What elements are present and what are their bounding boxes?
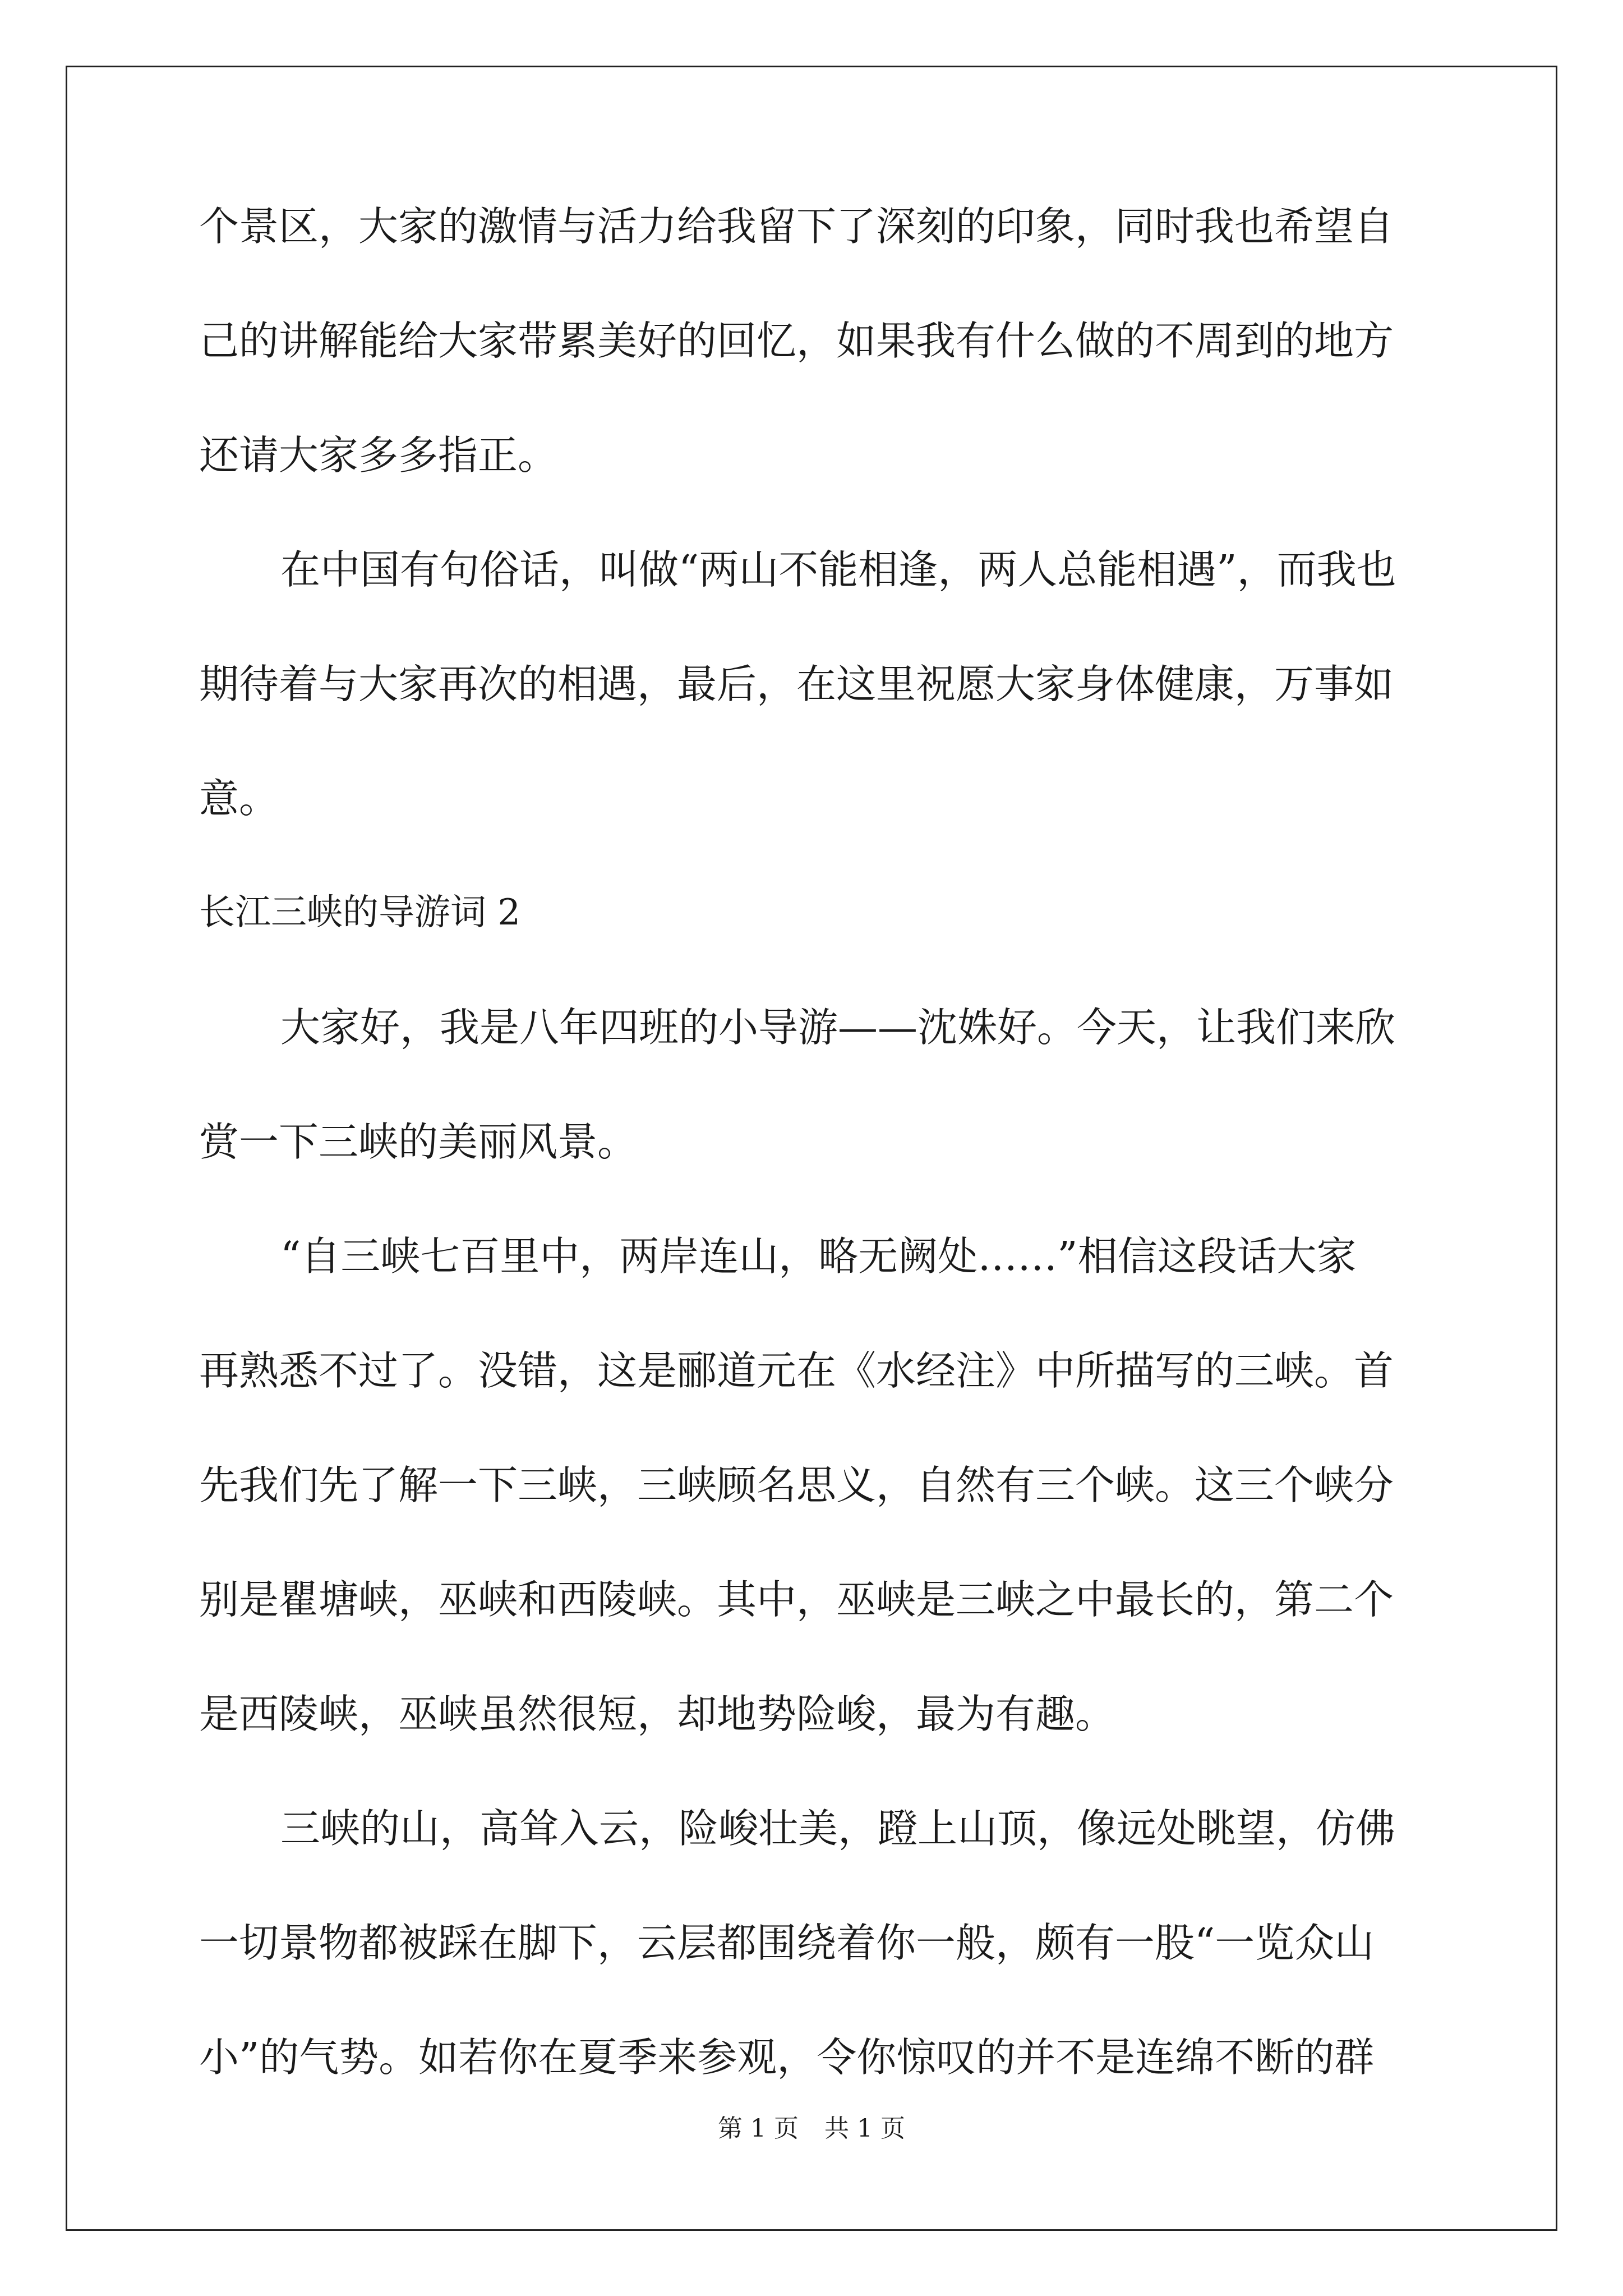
section-heading: 长江三峡的导游词 2 — [199, 892, 521, 933]
page-footer — [0, 2115, 1623, 2143]
text-line: 三峡的山，高耸入云，险峻壮美，蹬上山顶，像远处眺望，仿佛 — [280, 1805, 1396, 1852]
text-line: 别是瞿塘峡，巫峡和西陵峡。其中，巫峡是三峡之中最长的，第二个 — [199, 1576, 1394, 1623]
text-line: “自三峡七百里中，两岸连山，略无阙处……”相信这段话大家 — [280, 1233, 1357, 1280]
text-line: 是西陵峡，巫峡虽然很短，却地势险峻，最为有趣。 — [199, 1691, 1115, 1737]
page-number: 第 1 页 — [718, 2114, 799, 2143]
document-body — [199, 203, 1422, 2081]
paragraph — [199, 1233, 1422, 1737]
text-line: 意。 — [199, 775, 279, 822]
text-line: 一切景物都被踩在脚下，云层都围绕着你一般，颇有一股“一览众山 — [199, 1920, 1375, 1966]
text-line: 先我们先了解一下三峡，三峡顾名思义，自然有三个峡。这三个峡分 — [199, 1462, 1394, 1508]
text-line: 己的讲解能给大家带累美好的回忆，如果我有什么做的不周到的地方 — [199, 318, 1394, 364]
text-line: 再熟悉不过了。没错，这是郦道元在《水经注》中所描写的三峡。首 — [199, 1347, 1394, 1394]
text-line: 期待着与大家再次的相遇，最后，在这里祝愿大家身体健康，万事如 — [199, 661, 1394, 707]
text-line: 还请大家多多指正。 — [199, 432, 558, 478]
paragraph — [199, 203, 1422, 478]
text-line: 个景区，大家的激情与活力给我留下了深刻的印象，同时我也希望自 — [199, 203, 1394, 250]
paragraph — [199, 546, 1422, 822]
page-total: 共 1 页 — [824, 2114, 905, 2143]
text-line: 大家好，我是八年四班的小导游——沈姝好。今天，让我们来欣 — [280, 1004, 1396, 1051]
paragraph — [199, 1805, 1422, 2081]
text-line: 在中国有句俗话，叫做“两山不能相逢，两人总能相遇”，而我也 — [280, 546, 1396, 593]
paragraph — [199, 1004, 1422, 1165]
text-line: 小”的气势。如若你在夏季来参观，令你惊叹的并不是连绵不断的群 — [199, 2034, 1375, 2081]
text-line: 赏一下三峡的美丽风景。 — [199, 1119, 638, 1165]
